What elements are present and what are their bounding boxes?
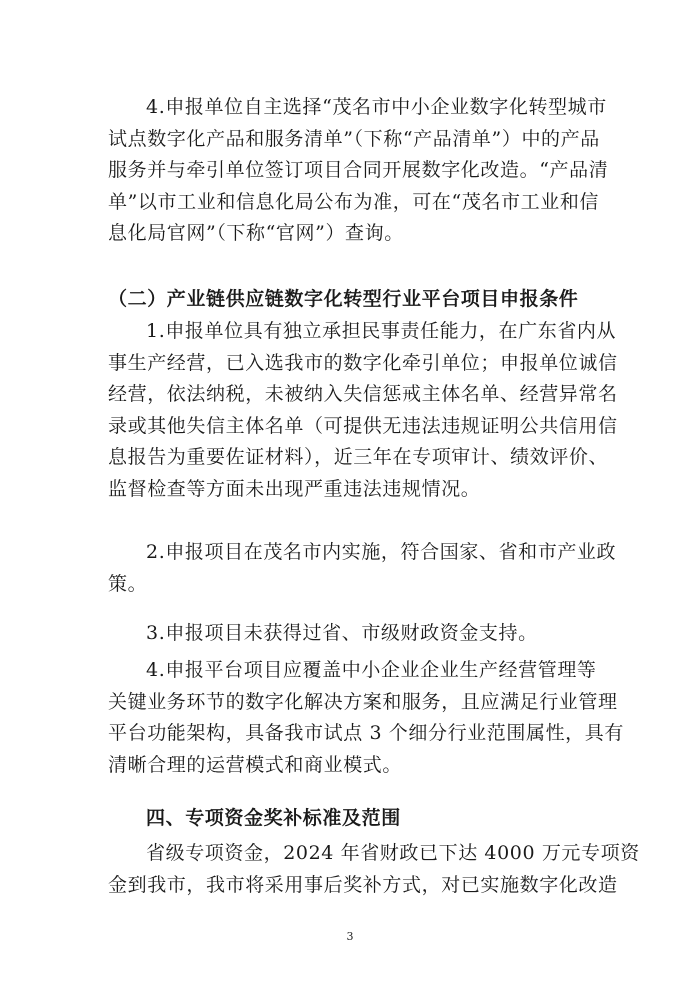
text-line: 1.申报单位具有独立承担民事责任能力，在广东省内从 — [146, 320, 617, 342]
text-line: 经营，依法纳税，未被纳入失信惩戒主体名单、经营异常名 — [108, 383, 618, 405]
section-heading — [108, 803, 598, 835]
text-line: 监督检查等方面未出现严重违法违规情况。 — [108, 477, 481, 500]
text-line: 平台功能架构，具备我市试点 3 个细分行业范围属性，具有 — [108, 722, 624, 744]
text-line: 试点数字化产品和服务清单”（下称“产品清单”）中的产品 — [108, 127, 600, 150]
text-line: 金到我市，我市将采用事后奖补方式，对已实施数字化改造 — [108, 873, 618, 896]
paragraph-product-list — [108, 92, 609, 250]
text-line: 省级专项资金，2024 年省财政已下达 4000 万元专项资 — [146, 842, 640, 864]
text-line: 事生产经营，已入选我市的数字化牵引单位；申报单位诚信 — [108, 351, 618, 374]
text-line: 2.申报项目在茂名市内实施，符合国家、省和市产业政 — [146, 541, 617, 563]
text-line: 息报告为重要佐证材料），近三年在专项审计、绩效评价、 — [108, 446, 609, 468]
text-line: 3.申报项目未获得过省、市级财政资金支持。 — [146, 622, 538, 644]
text-line: 清晰合理的运营模式和商业模式。 — [108, 753, 403, 776]
page-number: 3 — [346, 930, 354, 943]
text-line: 关键业务环节的数字化解决方案和服务，且应满足行业管理 — [108, 690, 618, 713]
text-line: 息化局官网”（下称“官网”）查询。 — [108, 222, 404, 244]
text-line: 服务并与牵引单位签订项目合同开展数字化改造。“产品清 — [108, 159, 609, 181]
paragraph-condition-2 — [108, 537, 617, 600]
text-line: 策。 — [108, 572, 148, 595]
section-subheading — [108, 284, 598, 316]
paragraph-condition-1 — [108, 316, 618, 505]
text-line: 4.申报平台项目应覆盖中小企业企业生产经营管理等 — [146, 659, 597, 681]
text-line: 4.申报单位自主选择“茂名市中小企业数字化转型城市 — [146, 96, 607, 118]
text-line: 录或其他失信主体名单（可提供无违法违规证明公共信用信 — [108, 414, 618, 437]
paragraph-funding — [108, 838, 640, 901]
paragraph-condition-4 — [108, 655, 624, 781]
paragraph-condition-3 — [108, 618, 598, 650]
text-line: 单”以市工业和信息化局公布为准，可在“茂名市工业和信 — [108, 190, 600, 213]
heading-text: （二）产业链供应链数字化转型行业平台项目申报条件 — [108, 288, 579, 310]
heading-text: 四、专项资金奖补标准及范围 — [146, 807, 401, 829]
